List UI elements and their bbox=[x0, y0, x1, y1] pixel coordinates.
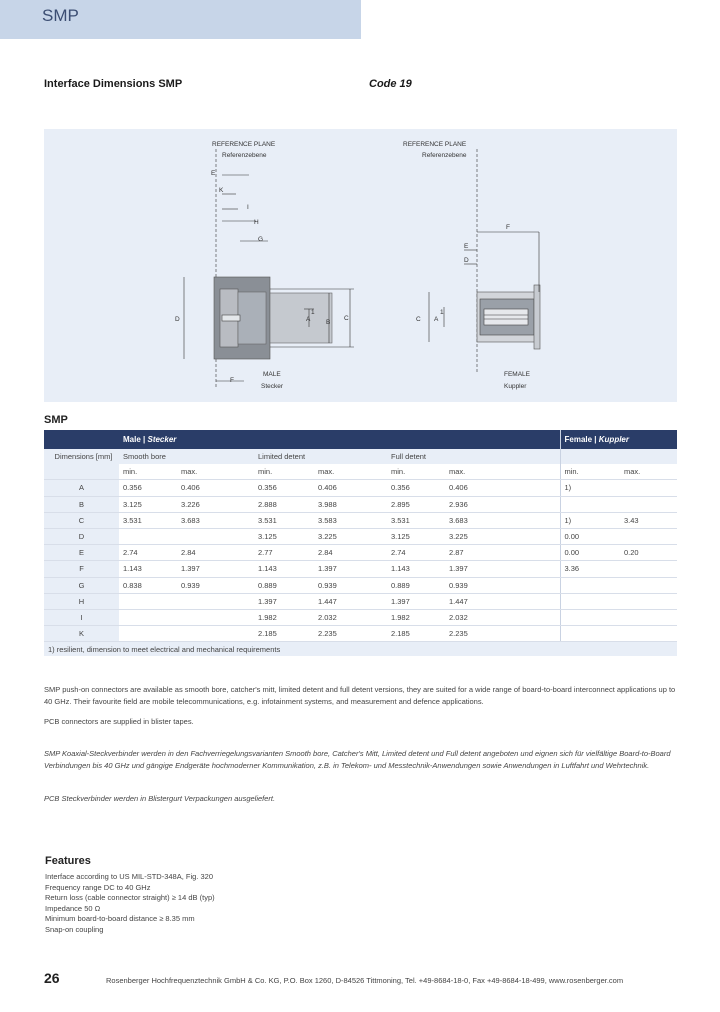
dim-label-d-female: D bbox=[464, 257, 469, 264]
table-cell: 2.87 bbox=[445, 545, 560, 561]
dimension-letter: G bbox=[44, 577, 119, 593]
table-cell: 3.988 bbox=[314, 496, 387, 512]
feature-item: Return loss (cable connector straight) ≥ 14 dB (typ) bbox=[45, 893, 215, 903]
dimension-letter: C bbox=[44, 512, 119, 528]
feature-item: Impedance 50 Ω bbox=[45, 903, 101, 913]
dim-label-h: H bbox=[254, 219, 259, 226]
table-minmax-row bbox=[44, 464, 677, 480]
table-row bbox=[44, 528, 677, 544]
male-caption: MALE bbox=[263, 371, 281, 378]
table-cell: 3.583 bbox=[314, 512, 387, 528]
minmax-label: min. bbox=[387, 464, 445, 480]
dim-label-1-female: 1 bbox=[440, 309, 444, 316]
table-cell: 3.226 bbox=[177, 496, 254, 512]
table-cell: 2.185 bbox=[387, 626, 445, 642]
table-row bbox=[44, 626, 677, 642]
dimension-letter: B bbox=[44, 496, 119, 512]
male-connector-drawing bbox=[184, 149, 354, 389]
table-cell: 2.77 bbox=[254, 545, 314, 561]
table-cell bbox=[177, 626, 254, 642]
dim-label-i: I bbox=[247, 204, 249, 211]
table-cell bbox=[560, 577, 620, 593]
table-cell: 3.225 bbox=[314, 528, 387, 544]
dim-label-k: K bbox=[219, 187, 224, 194]
table-label: SMP bbox=[44, 414, 68, 426]
dimension-letter: H bbox=[44, 593, 119, 609]
feature-item: Snap-on coupling bbox=[45, 924, 104, 934]
table-cell: 2.888 bbox=[254, 496, 314, 512]
table-cell: 1.143 bbox=[387, 561, 445, 577]
section-title: Interface Dimensions SMP bbox=[44, 78, 183, 90]
table-cell bbox=[119, 626, 177, 642]
table-row bbox=[44, 496, 677, 512]
table-cell bbox=[560, 609, 620, 625]
minmax-label: max. bbox=[445, 464, 560, 480]
table-cell: 0.20 bbox=[620, 545, 677, 561]
dimensions-table bbox=[44, 430, 677, 656]
table-cell: 2.84 bbox=[177, 545, 254, 561]
dim-label-c-female: C bbox=[416, 316, 421, 323]
dimension-letter: D bbox=[44, 528, 119, 544]
dim-label-f-female: F bbox=[506, 224, 510, 231]
table-cell: 1.982 bbox=[387, 609, 445, 625]
table-cell: 1.397 bbox=[314, 561, 387, 577]
minmax-label: min. bbox=[119, 464, 177, 480]
table-cell: 2.032 bbox=[445, 609, 560, 625]
table-cell bbox=[620, 626, 677, 642]
table-row bbox=[44, 512, 677, 528]
feature-item: Frequency range DC to 40 GHz bbox=[45, 882, 151, 892]
dim-label-c: C bbox=[344, 315, 349, 322]
male-ref-plane-label: REFERENCE PLANE bbox=[212, 141, 276, 148]
table-cell bbox=[620, 593, 677, 609]
table-cell bbox=[177, 528, 254, 544]
table-cell bbox=[560, 496, 620, 512]
dim-label-b: B bbox=[326, 319, 331, 326]
female-header: Female | Kuppler bbox=[560, 430, 677, 449]
table-cell: 0.939 bbox=[314, 577, 387, 593]
table-cell: 2.84 bbox=[314, 545, 387, 561]
header-title: SMP bbox=[42, 6, 79, 25]
male-caption-de: Stecker bbox=[261, 383, 284, 390]
table-cell: 2.74 bbox=[119, 545, 177, 561]
table-row bbox=[44, 593, 677, 609]
table-cell: 0.838 bbox=[119, 577, 177, 593]
female-caption: FEMALE bbox=[504, 371, 531, 378]
header-band bbox=[0, 0, 361, 39]
female-ref-plane-label-de: Referenzebene bbox=[422, 152, 467, 159]
table-cell: 3.531 bbox=[254, 512, 314, 528]
page-number: 26 bbox=[44, 970, 60, 986]
table-cell: 2.235 bbox=[445, 626, 560, 642]
table-cell: 1.447 bbox=[314, 593, 387, 609]
dim-label-f-male: F bbox=[230, 377, 234, 384]
table-cell: 0.356 bbox=[119, 480, 177, 496]
table-cell bbox=[177, 593, 254, 609]
table-cell: 0.406 bbox=[445, 480, 560, 496]
table-row bbox=[44, 480, 677, 496]
table-row bbox=[44, 545, 677, 561]
dim-label-d: D bbox=[175, 316, 180, 323]
table-cell: 3.531 bbox=[387, 512, 445, 528]
table-cell bbox=[560, 593, 620, 609]
female-ref-plane-label: REFERENCE PLANE bbox=[403, 141, 467, 148]
dimension-letter: E bbox=[44, 545, 119, 561]
group-limited-detent: Limited detent bbox=[254, 449, 387, 464]
minmax-label: max. bbox=[620, 464, 677, 480]
table-row bbox=[44, 577, 677, 593]
table-cell: 1.397 bbox=[254, 593, 314, 609]
table-cell: 0.00 bbox=[560, 545, 620, 561]
dim-label-e-female: E bbox=[464, 243, 469, 250]
paragraph-de-2: PCB Steckverbinder werden in Blistergurt Verpackungen ausgeliefert. bbox=[44, 794, 276, 803]
table-cell: 3.531 bbox=[119, 512, 177, 528]
dim-label-a: A bbox=[306, 316, 311, 323]
table-cell: 2.74 bbox=[387, 545, 445, 561]
male-header: Male | Stecker bbox=[119, 430, 560, 449]
minmax-label: min. bbox=[254, 464, 314, 480]
paragraph-en-1: SMP push-on connectors are available as smooth bore, catcher's mitt, limited detent and full detent versions, they are suited for a wide range of board-to-board interconnect applications up to 40 GHz. Their favourite field are mobile telecommunications, e.g. infotainment systems, and measurement and defence applications. bbox=[44, 685, 676, 706]
table-cell: 3.125 bbox=[387, 528, 445, 544]
table-cell bbox=[119, 609, 177, 625]
female-connector-drawing bbox=[429, 149, 540, 374]
table-cell: 3.683 bbox=[445, 512, 560, 528]
table-cell bbox=[119, 528, 177, 544]
table-cell: 3.36 bbox=[560, 561, 620, 577]
table-cell bbox=[620, 609, 677, 625]
table-cell: 2.185 bbox=[254, 626, 314, 642]
table-cell: 0.00 bbox=[560, 528, 620, 544]
minmax-label: max. bbox=[314, 464, 387, 480]
table-cell: 1) bbox=[560, 480, 620, 496]
table-cell: 1.397 bbox=[445, 561, 560, 577]
male-ref-plane-label-de: Referenzebene bbox=[222, 152, 267, 159]
dim-label-e: E bbox=[211, 170, 216, 177]
table-cell: 3.125 bbox=[254, 528, 314, 544]
table-cell bbox=[620, 496, 677, 512]
female-caption-de: Kuppler bbox=[504, 383, 527, 390]
feature-item: Interface according to US MIL-STD-348A, Fig. 320 bbox=[45, 872, 213, 881]
minmax-label: min. bbox=[560, 464, 620, 480]
table-cell: 0.356 bbox=[254, 480, 314, 496]
table-cell: 1.143 bbox=[254, 561, 314, 577]
table-cell: 2.936 bbox=[445, 496, 560, 512]
minmax-label: max. bbox=[177, 464, 254, 480]
table-cell bbox=[560, 626, 620, 642]
table-cell: 1.397 bbox=[387, 593, 445, 609]
table-cell: 1.143 bbox=[119, 561, 177, 577]
dim-column-header: Dimensions [mm] bbox=[44, 449, 119, 464]
dim-label-g: G bbox=[258, 236, 264, 243]
table-cell: 2.032 bbox=[314, 609, 387, 625]
paragraph-de-1: SMP Koaxial-Steckverbinder werden in den Fachverriegelungsvarianten Smooth bore, Catcher's Mitt, Limited detent und Full detent angeboten und eignen sich für vielfältige Board-to-Board Verbindungen bis 40 GHz und gängige Endgeräte hochmoderner Kommunikation, z.B. in Telekom- und Messtechnik-Anwendungen sowie Anwendungen in Luftfahrt und Wehrtechnik. bbox=[44, 749, 671, 770]
table-cell bbox=[620, 577, 677, 593]
table-cell bbox=[620, 561, 677, 577]
table-row bbox=[44, 561, 677, 577]
table-cell: 0.406 bbox=[177, 480, 254, 496]
table-cell: 0.939 bbox=[177, 577, 254, 593]
table-cell bbox=[620, 480, 677, 496]
group-full-detent: Full detent bbox=[387, 449, 560, 464]
table-cell: 1.397 bbox=[177, 561, 254, 577]
table-group-row bbox=[44, 449, 677, 464]
table-cell: 0.889 bbox=[254, 577, 314, 593]
footer-address: Rosenberger Hochfrequenztechnik GmbH & Co. KG, P.O. Box 1260, D-84526 Tittmoning, Tel. +49-8684-18-0, Fax +49-8684-18-499, www.rosenberger.com bbox=[106, 976, 624, 985]
table-cell: 3.225 bbox=[445, 528, 560, 544]
table-cell: 0.356 bbox=[387, 480, 445, 496]
paragraph-en-2: PCB connectors are supplied in blister tapes. bbox=[44, 717, 194, 726]
table-footnote: 1) resilient, dimension to meet electrical and mechanical requirements bbox=[44, 642, 677, 657]
table-cell: 0.889 bbox=[387, 577, 445, 593]
table-cell: 2.895 bbox=[387, 496, 445, 512]
dim-label-a-female: A bbox=[434, 316, 439, 323]
table-header-band bbox=[44, 430, 677, 449]
group-smooth-bore: Smooth bore bbox=[119, 449, 254, 464]
table-cell bbox=[119, 593, 177, 609]
section-code: Code 19 bbox=[369, 78, 412, 90]
table-cell: 3.683 bbox=[177, 512, 254, 528]
dimension-letter: I bbox=[44, 609, 119, 625]
table-cell: 3.125 bbox=[119, 496, 177, 512]
features-list bbox=[45, 872, 215, 936]
dim-label-1: 1 bbox=[311, 309, 315, 316]
table-footnote-row bbox=[44, 642, 677, 657]
dimension-letter: A bbox=[44, 480, 119, 496]
interface-drawing bbox=[44, 129, 677, 402]
table-cell: 1.447 bbox=[445, 593, 560, 609]
table-cell: 0.939 bbox=[445, 577, 560, 593]
table-cell: 3.43 bbox=[620, 512, 677, 528]
table-cell bbox=[177, 609, 254, 625]
table-cell: 1.982 bbox=[254, 609, 314, 625]
feature-item: Minimum board-to-board distance ≥ 8.35 mm bbox=[45, 914, 195, 924]
table-cell bbox=[620, 528, 677, 544]
dimension-letter: F bbox=[44, 561, 119, 577]
table-row bbox=[44, 609, 677, 625]
features-title: Features bbox=[45, 855, 91, 867]
table-cell: 1) bbox=[560, 512, 620, 528]
table-cell: 0.406 bbox=[314, 480, 387, 496]
dimension-letter: K bbox=[44, 626, 119, 642]
technical-drawing bbox=[44, 129, 677, 402]
table-cell: 2.235 bbox=[314, 626, 387, 642]
